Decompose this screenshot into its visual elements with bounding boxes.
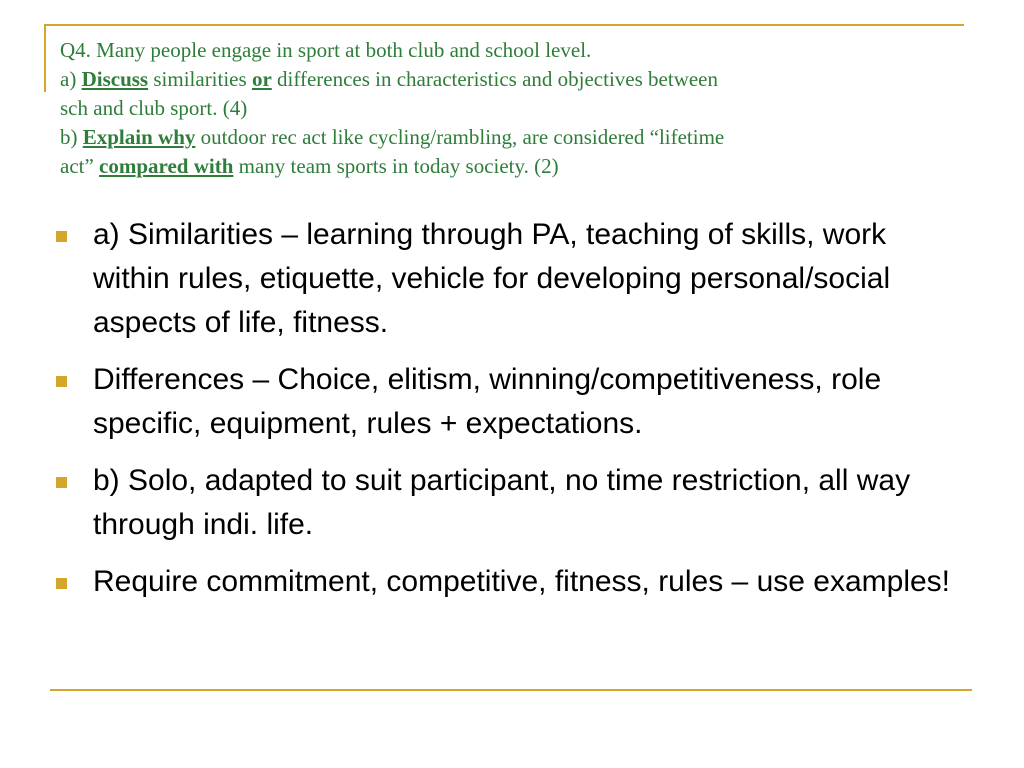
title-line-3: sch and club sport. (4) [60, 96, 248, 120]
bullet-item [54, 459, 954, 547]
bullet-list [54, 213, 954, 617]
keyword-compared-with: compared with [99, 154, 234, 178]
keyword-or: or [251, 67, 272, 91]
title-line-1: Q4. Many people engage in sport at both club and school level. [60, 38, 592, 62]
title-line-2 [60, 65, 950, 94]
bullet-item [54, 560, 954, 604]
title-text: a) [60, 67, 82, 91]
square-bullet-icon [56, 578, 67, 589]
top-rule [44, 24, 964, 26]
left-rule [44, 24, 46, 92]
title-text: similarities [148, 67, 252, 91]
square-bullet-icon [56, 376, 67, 387]
square-bullet-icon [56, 477, 67, 488]
bottom-rule [50, 689, 972, 691]
keyword-explain-why: Explain why [82, 125, 196, 149]
title-line-5 [60, 152, 950, 181]
title-text: act” [60, 154, 100, 178]
title-text: outdoor rec act like cycling/rambling, are considered “lifetime [195, 125, 725, 149]
title-text: b) [60, 125, 83, 149]
bullet-item [54, 213, 954, 345]
title-line-4 [60, 123, 950, 152]
bullet-text: b) Solo, adapted to suit participant, no time restriction, all way through indi. life. [93, 464, 911, 541]
slide-title [60, 36, 950, 181]
bullet-text: a) Similarities – learning through PA, teaching of skills, work within rules, etiquette, vehicle for developing personal/social aspects of life, fitness. [93, 218, 891, 339]
square-bullet-icon [56, 231, 67, 242]
title-text: differences in characteristics and objectives between [271, 67, 719, 91]
title-text: many team sports in today society. (2) [233, 154, 559, 178]
bullet-text: Require commitment, competitive, fitness, rules – use examples! [93, 565, 951, 598]
bullet-item [54, 358, 954, 446]
bullet-text: Differences – Choice, elitism, winning/competitiveness, role specific, equipment, rules + expectations. [93, 363, 882, 440]
keyword-discuss: Discuss [81, 67, 149, 91]
